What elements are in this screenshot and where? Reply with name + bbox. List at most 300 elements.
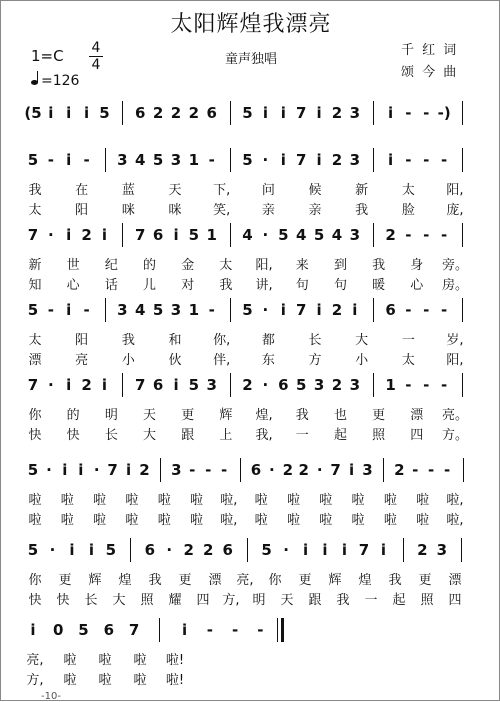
lyric-syllable: 和 — [168, 333, 182, 348]
note-token: i — [280, 104, 286, 122]
lyric-syllable: 方。 — [441, 428, 469, 443]
note-token: 2 — [331, 376, 343, 394]
lyric-syllable: 新 — [28, 258, 42, 273]
note-token: i — [69, 541, 75, 559]
lyric-syllable: 一 — [401, 333, 415, 348]
lyric-syllable: 亮 — [75, 353, 89, 368]
note-token: i — [66, 301, 72, 319]
lyricist-credit: 千 红 词 — [401, 43, 459, 58]
note-token: · — [316, 461, 323, 479]
note-token: 2 — [81, 226, 92, 244]
note-token: 3 — [349, 376, 360, 394]
lyric-syllable: 阳 — [75, 203, 89, 218]
lyric-syllable: 亮。 — [441, 408, 469, 423]
lyric-syllable: 大 — [143, 428, 157, 443]
note-token: 5 — [261, 541, 272, 559]
lyric-syllable: 太 — [28, 333, 42, 348]
lyric-syllable: 辉 — [328, 573, 342, 588]
lyric-syllable: 啦 — [93, 513, 107, 528]
note-token: i — [322, 541, 328, 559]
note-token: · — [269, 461, 275, 479]
note-token: 5 — [295, 376, 307, 394]
note-token: 6 — [222, 541, 233, 559]
note-token: · — [93, 461, 100, 479]
lyric-syllable: 到 — [333, 258, 347, 273]
note-token: 2 — [81, 376, 92, 394]
bar-line — [373, 101, 374, 125]
note-token: - — [221, 461, 228, 479]
note-token: 2 — [242, 376, 253, 394]
lyric-syllable: 照 — [140, 593, 154, 608]
note-token: i — [302, 541, 309, 559]
note-token: 5 — [27, 461, 39, 479]
lyric-syllable: 更 — [178, 573, 192, 588]
note-token: 7 — [295, 104, 307, 122]
lyric-syllable: 啦 — [157, 493, 171, 508]
bar-line — [462, 298, 463, 322]
lyric-syllable: 啦 — [125, 493, 139, 508]
lyric-syllable: 方, — [26, 673, 44, 688]
note-token: 3 — [206, 376, 217, 394]
note-token: i — [262, 104, 268, 122]
lyric-syllable: 啦, — [446, 513, 464, 528]
note-token: 4 — [331, 226, 343, 244]
note-token: - — [47, 301, 54, 319]
note-token: 5 — [105, 541, 117, 559]
lyric-syllable: 我 — [121, 333, 135, 348]
lyric-syllable: 啦 — [416, 513, 430, 528]
lyric-syllable: 大 — [112, 593, 126, 608]
lyric-syllable: 啦 — [351, 493, 365, 508]
note-token: i — [48, 104, 54, 122]
lyric-syllable: 四 — [448, 593, 462, 608]
lyric-syllable: 身 — [410, 258, 424, 273]
lyric-syllable: 方 — [308, 353, 322, 368]
note-token: - — [428, 461, 435, 479]
lyric-syllable: 我 — [28, 183, 42, 198]
lyric-syllable: 新 — [355, 183, 369, 198]
note-token: 4 — [135, 301, 146, 319]
note-token: 2 — [170, 104, 182, 122]
bar-line — [230, 298, 231, 322]
lyric-syllable: 我 — [295, 408, 309, 423]
lyric-syllable: 太 — [401, 353, 415, 368]
note-token: 5 — [27, 301, 39, 319]
note-token: - — [231, 621, 239, 639]
note-token: · — [262, 226, 269, 244]
lyric-syllable: 心 — [66, 278, 80, 293]
lyric-syllable: 阳, — [446, 183, 464, 198]
note-token: i — [62, 461, 68, 479]
note-token: i — [182, 621, 188, 639]
lyric-syllable: 候 — [308, 183, 322, 198]
lyric-syllable: 你 — [28, 408, 42, 423]
note-token: - — [206, 621, 213, 639]
note-token: 5 — [27, 151, 39, 169]
note-token: 3 — [117, 301, 128, 319]
lyric-syllable: 辉 — [219, 408, 233, 423]
lyric-syllable: 咪 — [121, 203, 135, 218]
lyric-syllable: 漂 — [208, 573, 222, 588]
lyric-syllable: 咪 — [168, 203, 182, 218]
note-token: - — [423, 104, 430, 122]
note-token: 6 — [144, 541, 156, 559]
note-token: 4 — [135, 151, 146, 169]
notation-row — [1, 104, 500, 128]
bar-line — [105, 148, 106, 172]
bar-line — [373, 148, 374, 172]
note-token: - — [423, 301, 430, 319]
note-token: - — [423, 226, 430, 244]
lyric-syllable: 儿 — [143, 278, 157, 293]
lyric-syllable: 快 — [56, 593, 70, 608]
time-bottom: 4 — [91, 57, 101, 73]
lyric-syllable: 更 — [418, 573, 432, 588]
lyric-syllable: 太 — [28, 203, 42, 218]
lyric-syllable: 啦 — [28, 493, 42, 508]
note-token: 5 — [242, 104, 253, 122]
lyric-syllable: 小 — [121, 353, 135, 368]
bar-line — [130, 538, 131, 562]
bar-line — [461, 538, 462, 562]
note-token: - — [412, 461, 419, 479]
lyric-syllable: 快 — [28, 593, 42, 608]
note-token: 3 — [170, 151, 182, 169]
lyric-syllable: 啦 — [93, 493, 107, 508]
note-token: - — [405, 301, 412, 319]
note-token: - — [83, 151, 90, 169]
lyric-syllable: 耀 — [168, 593, 182, 608]
lyric-syllable: 亮, — [26, 653, 44, 668]
lyric-syllable: 我, — [255, 428, 273, 443]
note-token: -) — [437, 104, 451, 122]
lyric-syllable: 太 — [401, 183, 415, 198]
lyric-syllable: 对 — [181, 278, 195, 293]
note-token: i — [316, 301, 322, 319]
lyric-syllable: 你, — [213, 333, 231, 348]
lyric-syllable: 明 — [252, 593, 266, 608]
lyric-syllable: 阳 — [75, 333, 89, 348]
note-token: 1 — [385, 376, 396, 394]
note-token: 7 — [135, 226, 146, 244]
lyric-syllable: 庞, — [446, 203, 464, 218]
note-token: 7 — [135, 376, 146, 394]
note-token: 2 — [331, 104, 343, 122]
bar-line — [230, 148, 231, 172]
lyric-syllable: 啦 — [286, 493, 300, 508]
tempo-value: =126 — [41, 73, 80, 89]
note-token: 2 — [183, 541, 194, 559]
lyric-syllable: 知 — [28, 278, 42, 293]
note-token: · — [46, 461, 52, 479]
lyric-syllable: 笑, — [213, 203, 231, 218]
bar-line — [240, 458, 241, 482]
lyric-syllable: 太 — [219, 258, 233, 273]
note-token: - — [405, 151, 412, 169]
final-barline-thin — [277, 618, 278, 642]
bar-line — [122, 101, 123, 125]
note-token: · — [262, 376, 269, 394]
lyric-syllable: 你 — [28, 573, 42, 588]
lyric-syllable: 啦 — [98, 653, 112, 668]
lyric-syllable: 啦 — [63, 653, 77, 668]
lyric-syllable: 来 — [295, 258, 309, 273]
lyric-syllable: 都 — [261, 333, 275, 348]
note-token: i — [78, 461, 84, 479]
note-token: 5 — [278, 226, 289, 244]
note-token: i — [66, 104, 72, 122]
lyric-syllable: 明 — [104, 408, 118, 423]
lyric-syllable: 漂 — [28, 353, 42, 368]
note-token: i — [101, 226, 108, 244]
lyric-syllable: 金 — [181, 258, 195, 273]
note-token: 7 — [27, 376, 39, 394]
note-token: i — [352, 301, 358, 319]
lyric-syllable: 大 — [355, 333, 369, 348]
lyric-syllable: 啦 — [254, 493, 268, 508]
note-token: 4 — [295, 226, 307, 244]
lyric-syllable: 啦 — [28, 513, 42, 528]
note-token: 3 — [362, 461, 373, 479]
bar-line — [122, 373, 123, 397]
note-token: 7 — [27, 226, 39, 244]
lyric-syllable: 下, — [213, 183, 231, 198]
page-number: -10- — [41, 691, 61, 702]
lyric-syllable: 我 — [219, 278, 233, 293]
note-token: i — [173, 376, 179, 394]
bar-line — [373, 298, 374, 322]
lyric-syllable: 房。 — [441, 278, 469, 293]
bar-line — [230, 101, 231, 125]
bar-line — [463, 458, 464, 482]
note-token: 6 — [152, 376, 164, 394]
lyric-syllable: 句 — [295, 278, 309, 293]
lyric-syllable: 起 — [333, 428, 347, 443]
note-token: i — [280, 151, 286, 169]
lyric-syllable: 上 — [219, 428, 233, 443]
note-token: i — [316, 151, 322, 169]
tempo-mark — [31, 73, 79, 89]
note-token: i — [316, 104, 322, 122]
note-token: 3 — [117, 151, 128, 169]
note-token: · — [49, 541, 56, 559]
lyric-syllable: 东 — [261, 353, 275, 368]
bar-line — [383, 458, 384, 482]
note-token: 1 — [188, 301, 200, 319]
lyric-syllable: 亲 — [308, 203, 322, 218]
lyric-syllable: 岁, — [446, 333, 464, 348]
note-token: 5 — [313, 226, 325, 244]
bar-line — [160, 458, 161, 482]
note-token: 5 — [152, 151, 164, 169]
note-token: i — [84, 104, 90, 122]
note-token: - — [205, 461, 212, 479]
lyric-syllable: 啦 — [60, 513, 74, 528]
lyric-syllable: 更 — [58, 573, 72, 588]
note-token: 6 — [135, 104, 146, 122]
lyric-syllable: 啦 — [98, 673, 112, 688]
note-token: 7 — [330, 461, 341, 479]
lyric-syllable: 啦 — [319, 493, 333, 508]
lyric-syllable: 我 — [388, 573, 402, 588]
lyric-syllable: 啦 — [125, 513, 139, 528]
note-token: 2 — [152, 104, 164, 122]
bar-line — [462, 148, 463, 172]
bar-line — [462, 223, 463, 247]
subtitle: 童声独唱 — [224, 52, 277, 67]
note-token: - — [441, 151, 448, 169]
note-token: 2 — [188, 104, 200, 122]
note-token: 4 — [242, 226, 253, 244]
note-token: 6 — [206, 104, 217, 122]
bar-line — [105, 298, 106, 322]
lyric-syllable: 问 — [261, 183, 275, 198]
lyric-syllable: 啦 — [190, 493, 204, 508]
lyric-syllable: 也 — [333, 408, 347, 423]
lyric-syllable: 煌 — [118, 573, 132, 588]
note-token: i — [101, 376, 108, 394]
note-token: - — [83, 301, 90, 319]
note-token: 5 — [99, 104, 110, 122]
lyric-syllable: 啦 — [254, 513, 268, 528]
lyric-syllable: 啦 — [351, 513, 365, 528]
lyric-syllable: 啦! — [165, 673, 185, 688]
bar-line — [403, 538, 404, 562]
note-token: i — [66, 226, 72, 244]
lyric-syllable: 阳, — [255, 258, 273, 273]
quarter-note-icon — [31, 80, 38, 85]
lyric-syllable: 照 — [372, 428, 386, 443]
bar-line — [462, 373, 463, 397]
lyric-syllable: 啦 — [416, 493, 430, 508]
note-token: 7 — [295, 151, 307, 169]
note-token: - — [405, 104, 412, 122]
note-token: 5 — [27, 541, 39, 559]
lyric-syllable: 啦 — [383, 493, 397, 508]
note-token: i — [66, 151, 72, 169]
lyric-syllable: 句 — [333, 278, 347, 293]
bar-line — [373, 373, 374, 397]
lyric-syllable: 跟 — [181, 428, 195, 443]
lyric-syllable: 长 — [84, 593, 98, 608]
lyric-syllable: 我 — [336, 593, 350, 608]
lyric-syllable: 我 — [372, 258, 386, 273]
note-token: 6 — [385, 301, 396, 319]
lyric-syllable: 亮, — [236, 573, 254, 588]
lyric-syllable: 辉 — [88, 573, 102, 588]
note-token: - — [257, 621, 264, 639]
note-token: 7 — [295, 301, 307, 319]
bar-line — [462, 101, 463, 125]
bar-line — [247, 538, 248, 562]
note-token: (5 — [24, 104, 42, 122]
lyric-syllable: 蓝 — [121, 183, 135, 198]
lyric-syllable: 世 — [66, 258, 80, 273]
note-token: 7 — [128, 621, 140, 639]
note-token: 2 — [331, 301, 343, 319]
note-token: 2 — [385, 226, 396, 244]
note-token: 1 — [188, 151, 200, 169]
composer-credit: 颂 今 曲 — [401, 65, 459, 80]
note-token: 3 — [313, 376, 325, 394]
lyric-syllable: 更 — [372, 408, 386, 423]
note-token: i — [280, 301, 286, 319]
lyric-syllable: 长 — [308, 333, 322, 348]
lyric-syllable: 照 — [420, 593, 434, 608]
lyric-syllable: 啦 — [286, 513, 300, 528]
note-token: 1 — [206, 226, 217, 244]
lyric-syllable: 快 — [66, 428, 80, 443]
note-token: i — [387, 104, 394, 122]
lyric-syllable: 旁。 — [441, 258, 469, 273]
note-token: - — [441, 376, 448, 394]
lyric-syllable: 伙 — [168, 353, 182, 368]
lyric-syllable: 的 — [143, 258, 157, 273]
note-token: i — [387, 151, 394, 169]
lyric-syllable: 一 — [364, 593, 378, 608]
lyric-syllable: 天 — [143, 408, 157, 423]
note-token: 3 — [349, 151, 360, 169]
lyric-syllable: 啦 — [60, 493, 74, 508]
lyric-syllable: 亲 — [261, 203, 275, 218]
note-token: 7 — [107, 461, 118, 479]
note-token: 5 — [188, 376, 200, 394]
lyric-syllable: 天 — [280, 593, 294, 608]
note-token: - — [405, 226, 412, 244]
note-token: 3 — [349, 104, 360, 122]
lyric-syllable: 脸 — [401, 203, 415, 218]
note-token: i — [30, 621, 36, 639]
note-token: - — [405, 376, 412, 394]
note-token: · — [48, 226, 54, 244]
lyric-syllable: 啦 — [319, 513, 333, 528]
lyric-syllable: 煌 — [358, 573, 372, 588]
note-token: 3 — [436, 541, 448, 559]
lyric-syllable: 啦, — [446, 493, 464, 508]
note-token: - — [47, 151, 54, 169]
lyric-syllable: 啦 — [383, 513, 397, 528]
note-token: · — [262, 301, 269, 319]
note-token: 2 — [202, 541, 214, 559]
note-token: - — [441, 226, 448, 244]
note-token: 5 — [242, 151, 253, 169]
lyric-syllable: 啦 — [63, 673, 77, 688]
note-token: i — [173, 226, 179, 244]
lyric-syllable: 四 — [196, 593, 210, 608]
lyric-syllable: 啦 — [157, 513, 171, 528]
lyric-syllable: 在 — [75, 183, 89, 198]
lyric-syllable: 更 — [298, 573, 312, 588]
lyric-syllable: 暖 — [372, 278, 386, 293]
lyric-syllable: 啦! — [165, 653, 185, 668]
bar-line — [230, 373, 231, 397]
lyric-syllable: 天 — [168, 183, 182, 198]
note-token: - — [423, 151, 430, 169]
bar-line — [373, 223, 374, 247]
lyric-syllable: 煌, — [255, 408, 273, 423]
note-token: 2 — [417, 541, 428, 559]
note-token: 6 — [152, 226, 164, 244]
lyric-syllable: 啦 — [133, 653, 147, 668]
lyric-syllable: 你 — [268, 573, 282, 588]
notation-row — [1, 226, 500, 250]
note-token: - — [443, 461, 451, 479]
lyric-syllable: 一 — [295, 428, 309, 443]
lyric-syllable: 的 — [66, 408, 80, 423]
lyric-syllable: 快 — [28, 428, 42, 443]
time-top: 4 — [91, 40, 101, 56]
notation-row — [1, 461, 500, 485]
